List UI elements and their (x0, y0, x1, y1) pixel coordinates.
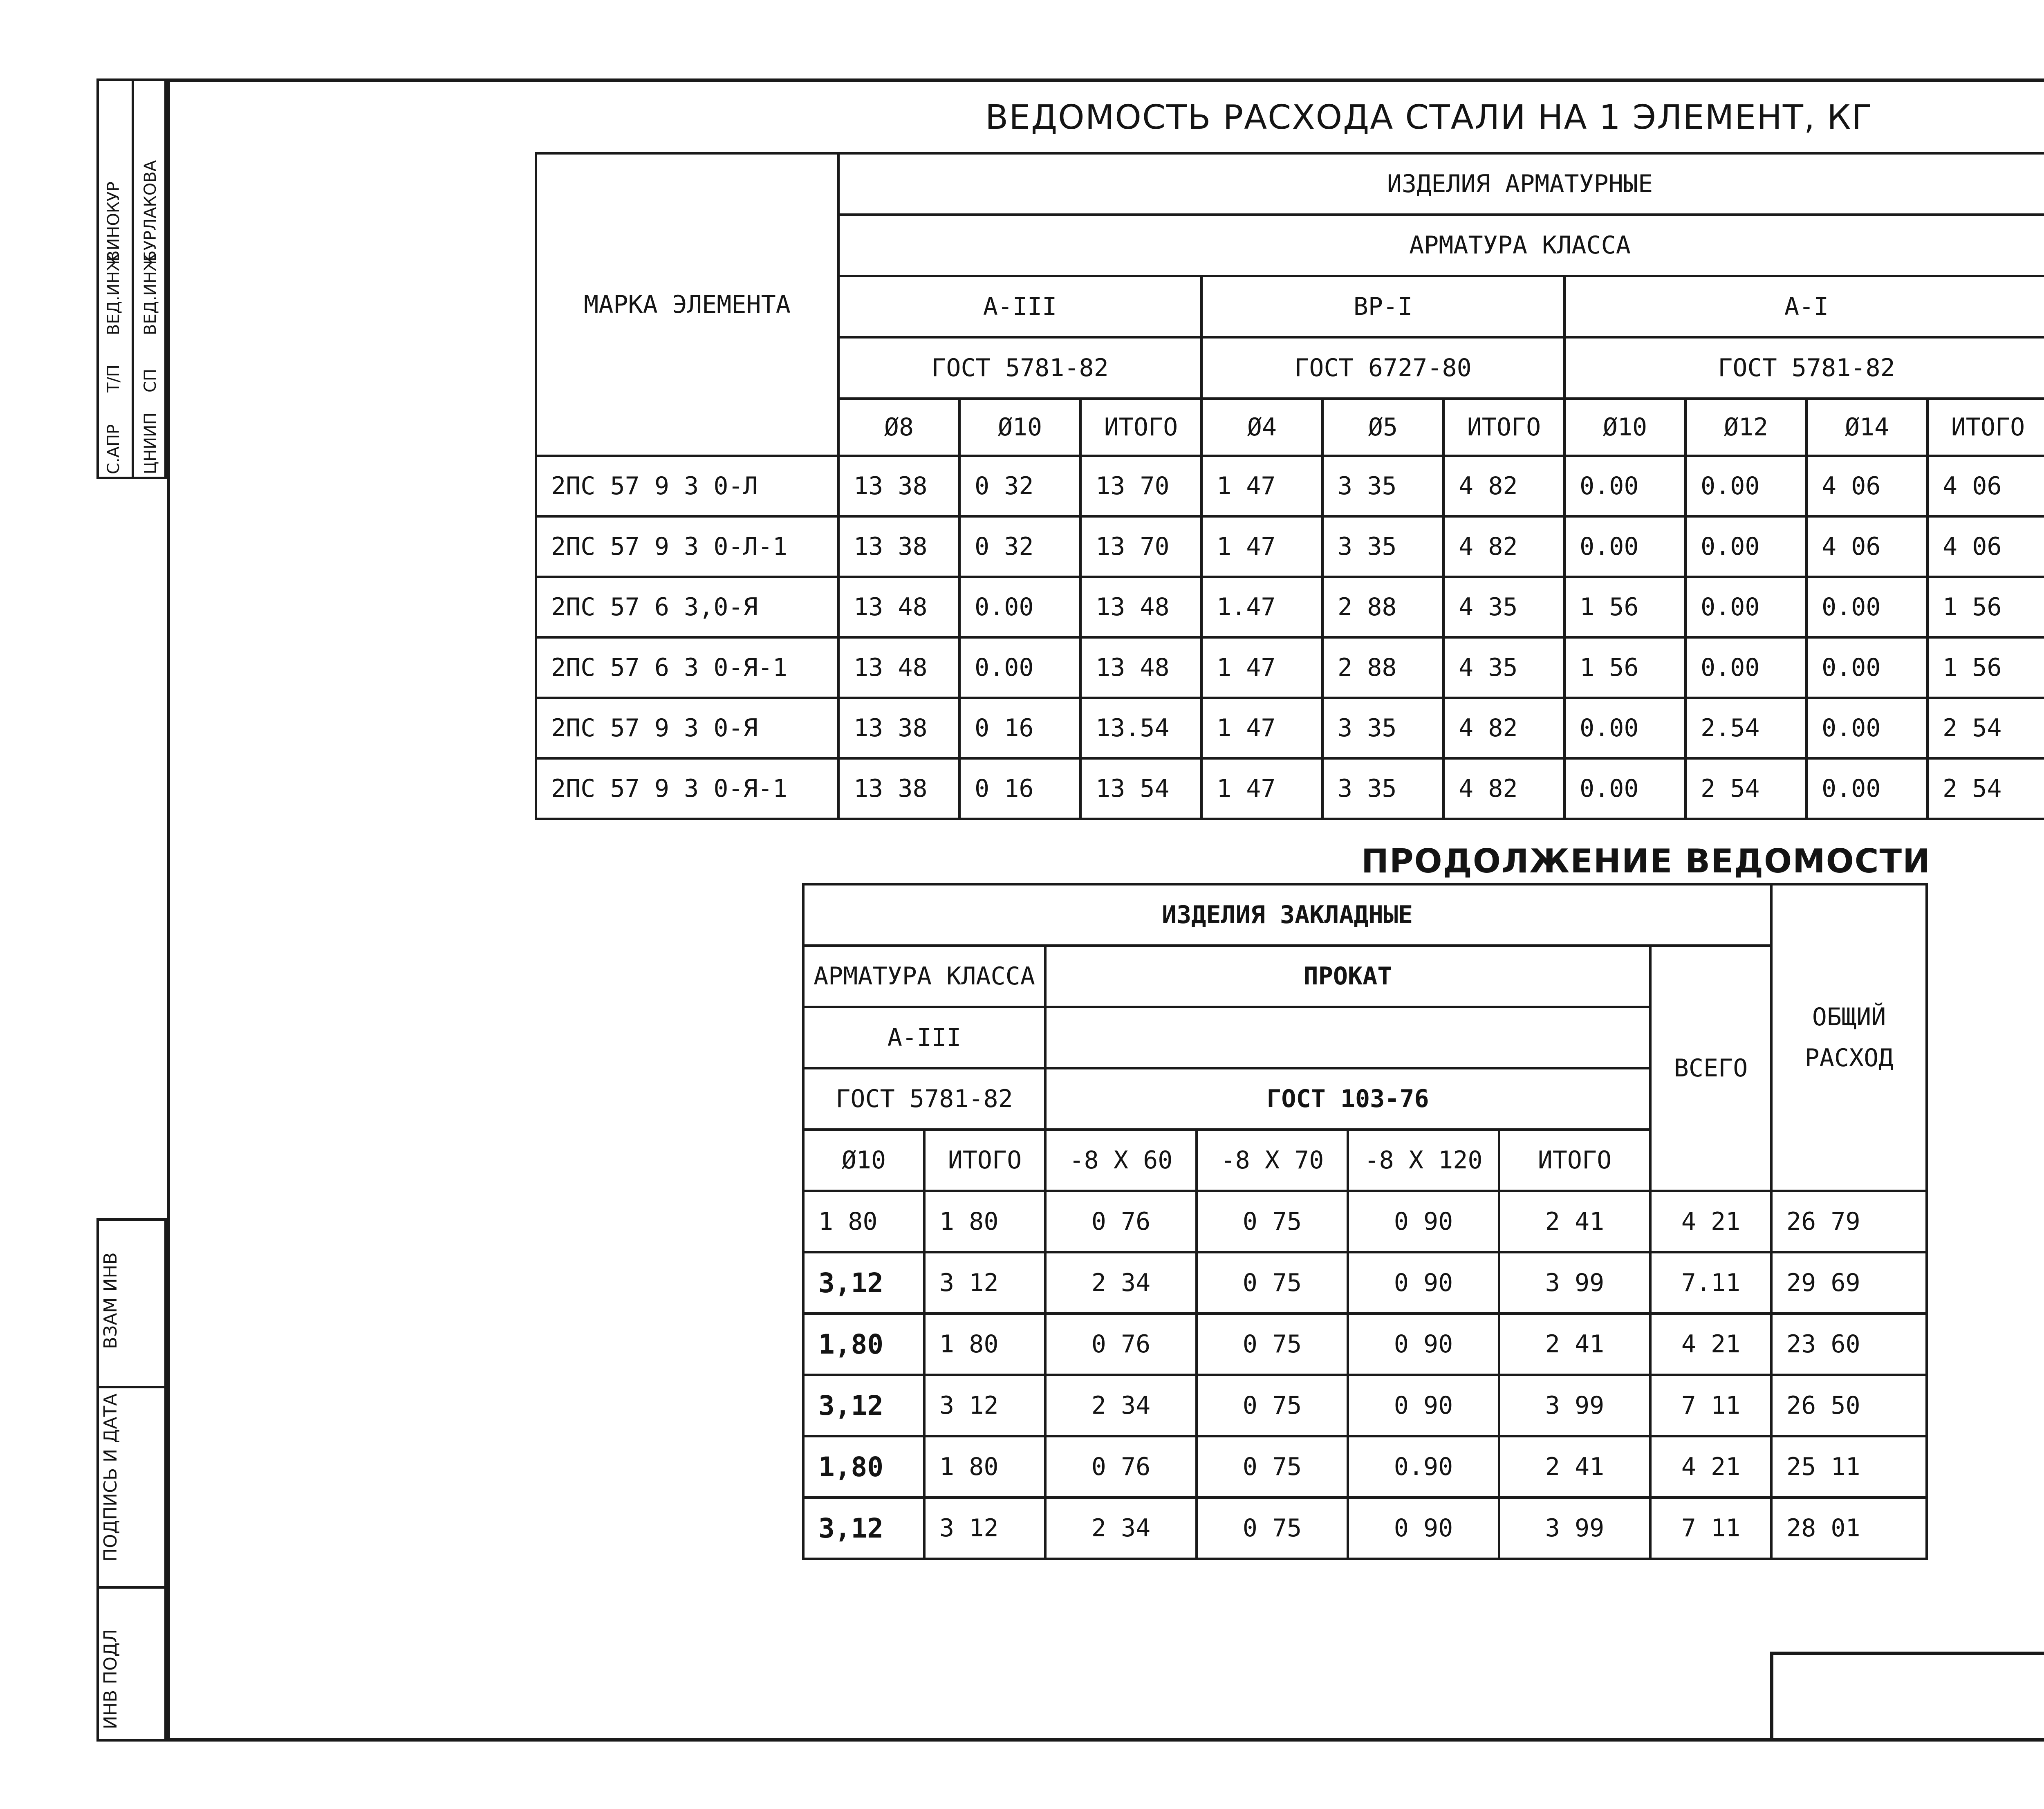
cell: 7.11 (1650, 1252, 1771, 1314)
cell: 0.00 (959, 637, 1080, 698)
header-reinforcement-class: АРМАТУРА КЛАССА (838, 215, 2044, 276)
cell: 0.00 (1564, 758, 1685, 819)
cell: 4 82 (1443, 456, 1564, 516)
side-stamp-outer-3: ВЕД.ИНЖ (104, 253, 123, 335)
steel-consumption-table (535, 152, 2044, 820)
cell: 2 54 (1927, 758, 2044, 819)
cell: 3 35 (1322, 456, 1443, 516)
cell: 4 82 (1443, 698, 1564, 758)
subcol-header: Ø8 (838, 399, 959, 456)
cell: 2 88 (1322, 577, 1443, 637)
side-stamp-signature-date: ПОДПИСЬ И ДАТА (100, 1393, 121, 1562)
side-stamp-outer-1: С.АПР (104, 424, 123, 474)
title-block (1770, 1652, 2044, 1742)
header-rolled-steel: ПРОКАТ (1045, 946, 1650, 1007)
continuation-title: ПРОДОЛЖЕНИЕ ВЕДОМОСТИ (1361, 842, 1931, 880)
side-stamp-outer-2: Т/П (104, 365, 123, 392)
cell: 13 54 (1080, 758, 1201, 819)
cell: 0 75 (1197, 1314, 1348, 1375)
subcol-header: ИТОГО (1499, 1130, 1650, 1191)
subcol-header: Ø4 (1201, 399, 1322, 456)
table-row (536, 637, 2044, 698)
subcol-header: Ø12 (1685, 399, 1806, 456)
cell: 7 11 (1650, 1497, 1771, 1559)
cell: 0 75 (1197, 1497, 1348, 1559)
gost-a1: ГОСТ 5781-82 (1564, 337, 2044, 399)
cell: 3 12 (924, 1252, 1045, 1314)
header-reinforcement-products: ИЗДЕЛИЯ АРМАТУРНЫЕ (838, 153, 2044, 215)
cell-general: 25 11 (1771, 1436, 1927, 1497)
subcol-header: Ø10 (1564, 399, 1685, 456)
cell-general: 28 01 (1771, 1497, 1927, 1559)
subcol-header: -8 X 70 (1197, 1130, 1348, 1191)
cell: 4 06 (1927, 456, 2044, 516)
cell: 0.00 (1685, 577, 1806, 637)
cell: 0 90 (1348, 1252, 1499, 1314)
cell: 4 06 (1806, 456, 1927, 516)
cell: 0 76 (1045, 1314, 1197, 1375)
cell: 2 54 (1685, 758, 1806, 819)
subcol-header: Ø10 (803, 1130, 924, 1191)
cell: 1 47 (1201, 758, 1322, 819)
cell: 4 35 (1443, 637, 1564, 698)
cell: 1 47 (1201, 637, 1322, 698)
cell-general: 23 60 (1771, 1314, 1927, 1375)
cell: 0.00 (1685, 516, 1806, 577)
cell: 3 99 (1499, 1497, 1650, 1559)
side-stamp-bottom-row2 (96, 1586, 167, 1589)
cell: 4 06 (1927, 516, 2044, 577)
subcol-header: ИТОГО (1443, 399, 1564, 456)
cell: 13 48 (838, 637, 959, 698)
cell: 3 35 (1322, 516, 1443, 577)
cell: 0 75 (1197, 1252, 1348, 1314)
cell: 2 41 (1499, 1314, 1650, 1375)
cell-general: 26 50 (1771, 1375, 1927, 1436)
cell: 0.00 (1806, 577, 1927, 637)
cell-mark: 2ПС 57 6 3,0-Я (536, 577, 838, 637)
cell: 1 56 (1564, 637, 1685, 698)
cell-mark: 2ПС 57 9 3 0-Л-1 (536, 516, 838, 577)
col-header-total-2: ВСЕГО (1650, 946, 1771, 1191)
cell: 0 90 (1348, 1497, 1499, 1559)
cell: 1,80 (803, 1314, 924, 1375)
embedded-products-table (802, 883, 1928, 1560)
side-stamp-inner-4: БУРЛАКОВА (141, 160, 160, 262)
cell: 0.00 (1564, 698, 1685, 758)
cell: 0 76 (1045, 1191, 1197, 1252)
cell: 0.00 (1806, 698, 1927, 758)
table-row (536, 516, 2044, 577)
cell: 3 35 (1322, 758, 1443, 819)
cell: 0.00 (1685, 637, 1806, 698)
cell: 1 80 (924, 1191, 1045, 1252)
cell-general: 29 69 (1771, 1252, 1927, 1314)
side-stamp-inv-orig: ИНВ ПОДЛ (100, 1629, 121, 1729)
cell: 2 88 (1322, 637, 1443, 698)
cell: 1 80 (924, 1436, 1045, 1497)
cell: 13 48 (1080, 577, 1201, 637)
cell: 13 38 (838, 456, 959, 516)
gost-103-76: ГОСТ 103-76 (1045, 1068, 1650, 1130)
cell: 0 16 (959, 758, 1080, 819)
cell: 2 41 (1499, 1191, 1650, 1252)
cell: 1 47 (1201, 456, 1322, 516)
cell: 0 32 (959, 516, 1080, 577)
cell: 4 21 (1650, 1436, 1771, 1497)
subcol-header: -8 X 60 (1045, 1130, 1197, 1191)
rolled-blank (1045, 1007, 1650, 1068)
cell: 0 90 (1348, 1375, 1499, 1436)
class-a3-2: А-III (803, 1007, 1045, 1068)
header-embedded-products: ИЗДЕЛИЯ ЗАКЛАДНЫЕ (803, 884, 1771, 946)
cell: 0 76 (1045, 1436, 1197, 1497)
subcol-header: Ø14 (1806, 399, 1927, 456)
cell: 2 34 (1045, 1375, 1197, 1436)
cell-mark: 2ПС 57 9 3 0-Л (536, 456, 838, 516)
cell: 2 34 (1045, 1252, 1197, 1314)
gost-5781-82: ГОСТ 5781-82 (803, 1068, 1045, 1130)
col-header-mark: МАРКА ЭЛЕМЕНТА (536, 153, 838, 456)
side-stamp-bottom-row1 (96, 1386, 167, 1388)
cell: 0 90 (1348, 1314, 1499, 1375)
cell: 3 99 (1499, 1375, 1650, 1436)
cell: 0 75 (1197, 1436, 1348, 1497)
cell: 7 11 (1650, 1375, 1771, 1436)
side-stamp-outer-4: ВИНОКУР (104, 182, 123, 262)
subcol-header: ИТОГО (1080, 399, 1201, 456)
page-title: ВЕДОМОСТЬ РАСХОДА СТАЛИ НА 1 ЭЛЕМЕНТ, КГ (985, 98, 1873, 137)
cell: 1 47 (1201, 698, 1322, 758)
cell: 4 21 (1650, 1191, 1771, 1252)
cell-mark: 2ПС 57 9 3 0-Я (536, 698, 838, 758)
cell: 0 16 (959, 698, 1080, 758)
cell: 0.00 (1685, 456, 1806, 516)
cell: 3,12 (803, 1252, 924, 1314)
cell: 0 75 (1197, 1191, 1348, 1252)
cell: 3 99 (1499, 1252, 1650, 1314)
cell: 3 12 (924, 1375, 1045, 1436)
header-reinforcement-class-2: АРМАТУРА КЛАССА (803, 946, 1045, 1007)
side-stamp-divider (132, 78, 134, 479)
cell: 4 82 (1443, 516, 1564, 577)
side-stamp-inner-1: ЦНИИП (141, 412, 160, 474)
cell: 0.00 (1806, 758, 1927, 819)
cell: 13 48 (1080, 637, 1201, 698)
cell: 0.90 (1348, 1436, 1499, 1497)
cell: 2 34 (1045, 1497, 1197, 1559)
subcol-header: -8 X 120 (1348, 1130, 1499, 1191)
cell: 1 56 (1564, 577, 1685, 637)
table-row (803, 1375, 1927, 1436)
cell: 1,80 (803, 1436, 924, 1497)
cell: 4 06 (1806, 516, 1927, 577)
table-row (803, 1497, 1927, 1559)
cell: 3 12 (924, 1497, 1045, 1559)
cell: 13 48 (838, 577, 959, 637)
cell: 0.00 (1806, 637, 1927, 698)
cell: 0.00 (1564, 456, 1685, 516)
subcol-header: Ø5 (1322, 399, 1443, 456)
class-a1: А-I (1564, 276, 2044, 337)
subcol-header: ИТОГО (924, 1130, 1045, 1191)
cell: 1 56 (1927, 577, 2044, 637)
table-row (803, 1314, 1927, 1375)
col-header-general-consumption: ОБЩИЙ РАСХОД (1771, 884, 1927, 1191)
cell: 4 21 (1650, 1314, 1771, 1375)
class-vr1: ВР-I (1201, 276, 1564, 337)
cell: 0.00 (959, 577, 1080, 637)
cell: 4 35 (1443, 577, 1564, 637)
cell: 3,12 (803, 1497, 924, 1559)
cell: 1 56 (1927, 637, 2044, 698)
cell: 13 70 (1080, 516, 1201, 577)
cell: 0 32 (959, 456, 1080, 516)
cell: 1 80 (924, 1314, 1045, 1375)
cell: 0 90 (1348, 1191, 1499, 1252)
cell: 2 41 (1499, 1436, 1650, 1497)
cell: 1 80 (803, 1191, 924, 1252)
cell: 4 82 (1443, 758, 1564, 819)
gost-a3: ГОСТ 5781-82 (838, 337, 1201, 399)
cell-mark: 2ПС 57 6 3 0-Я-1 (536, 637, 838, 698)
cell: 3 35 (1322, 698, 1443, 758)
table-row (536, 698, 2044, 758)
cell: 13 38 (838, 758, 959, 819)
class-a3: А-III (838, 276, 1201, 337)
cell: 13.54 (1080, 698, 1201, 758)
cell: 13 70 (1080, 456, 1201, 516)
gost-vr1: ГОСТ 6727-80 (1201, 337, 1564, 399)
cell: 0 75 (1197, 1375, 1348, 1436)
table-row (803, 1436, 1927, 1497)
cell: 13 38 (838, 698, 959, 758)
table-row (536, 758, 2044, 819)
table-row (536, 577, 2044, 637)
cell: 1.47 (1201, 577, 1322, 637)
table-row (803, 1252, 1927, 1314)
table-row (803, 1191, 1927, 1252)
cell: 0.00 (1564, 516, 1685, 577)
table-row (536, 456, 2044, 516)
cell: 2 54 (1927, 698, 2044, 758)
subcol-header: Ø10 (959, 399, 1080, 456)
cell: 3,12 (803, 1375, 924, 1436)
cell: 1 47 (1201, 516, 1322, 577)
subcol-header: ИТОГО (1927, 399, 2044, 456)
cell: 13 38 (838, 516, 959, 577)
side-stamp-inner-3: ВЕД.ИНЖ (141, 253, 160, 335)
cell-general: 26 79 (1771, 1191, 1927, 1252)
cell: 2.54 (1685, 698, 1806, 758)
side-stamp-replace-inv: ВЗАМ ИНВ (100, 1252, 121, 1349)
cell-mark: 2ПС 57 9 3 0-Я-1 (536, 758, 838, 819)
side-stamp-inner-2: СП (141, 368, 160, 392)
